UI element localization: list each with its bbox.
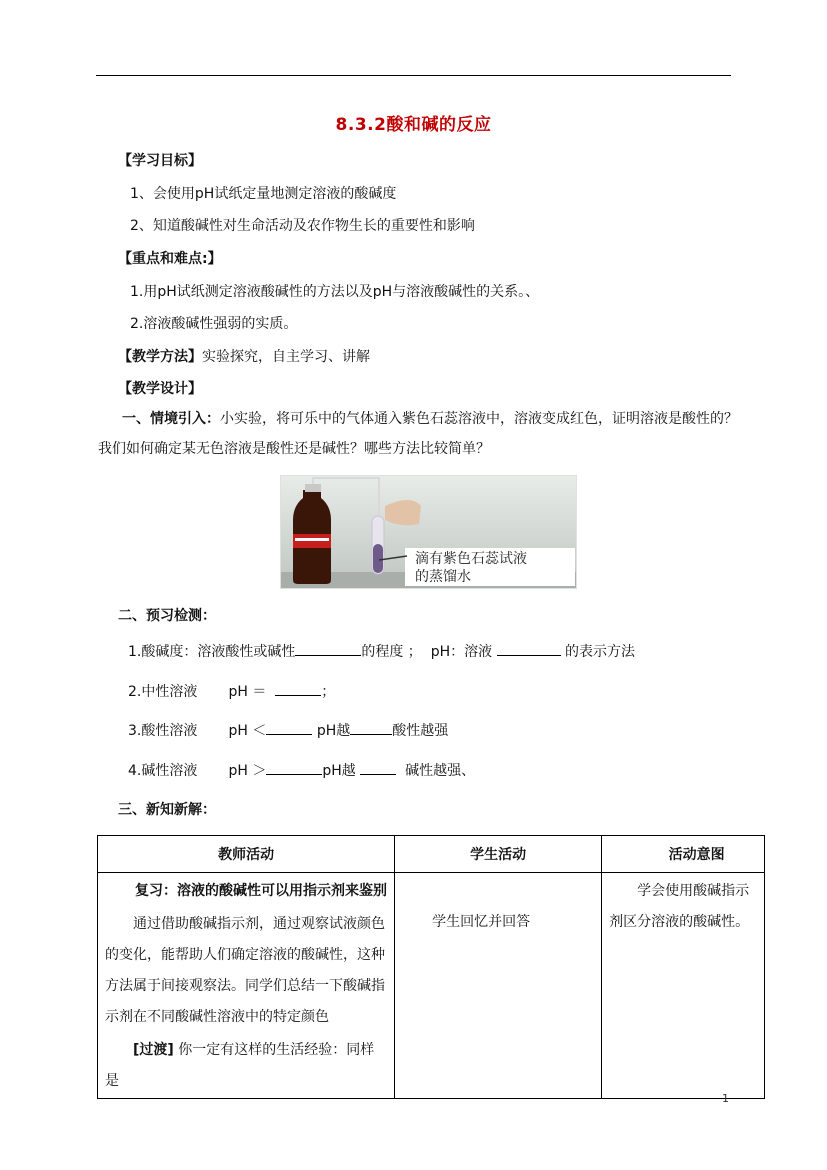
preview-q4 <box>128 760 475 780</box>
method-text: 实验探究，自主学习、讲解 <box>202 349 370 365</box>
teacher-cell <box>98 873 395 1099</box>
experiment-illustration <box>281 476 576 588</box>
keypoint-item-1: 1.用pH试纸测定溶液酸碱性的方法以及pH与溶液酸碱性的关系。、 <box>130 284 540 300</box>
q4-text-d: 碱性越强、 <box>405 763 476 779</box>
teacher-transition <box>99 1033 393 1097</box>
page-number: 1 <box>722 1092 729 1105</box>
keypoint-item-2: 2.溶液酸碱性强弱的实质。 <box>130 316 298 332</box>
q4-text-a: 4.碱性溶液 <box>128 763 198 779</box>
q3-blank-2[interactable] <box>350 720 392 735</box>
q4-blank-2[interactable] <box>360 760 396 775</box>
q2-text-c: ； <box>321 684 336 700</box>
table-row <box>98 873 765 1099</box>
page-title: 8.3.2酸和碱的反应 <box>335 115 492 135</box>
keypoints-heading: 【重点和难点:】 <box>118 251 222 267</box>
q3-text-c: pH越 <box>316 723 351 739</box>
teacher-text: 通过借助酸碱指示剂，通过观察试液颜色的变化，能帮助人们确定溶液的酸碱性，这种方法属于间接观察法。同学们总结一下酸碱指示剂在不同酸碱性溶液中的特定颜色 <box>105 916 385 1025</box>
teacher-title: 复习：溶液的酸碱性可以用指示剂来鉴别 <box>135 883 387 899</box>
caption-line-1: 滴有紫色石蕊试液 <box>415 551 527 567</box>
q1-text-c: pH：溶液 <box>430 644 493 660</box>
q4-text-b: pH ＞ <box>228 763 267 779</box>
intro-label: 一、情境引入： <box>122 411 220 427</box>
q3-text-d: 酸性越强 <box>392 723 449 739</box>
table-header-row <box>98 836 765 873</box>
caption-line-2: 的蒸馏水 <box>415 569 471 585</box>
method-line <box>118 346 370 366</box>
q1-blank-2[interactable] <box>497 641 561 656</box>
newknow-heading: 三、新知新解： <box>118 802 216 818</box>
transition-text: 你一定有这样的生活经验：同样是 <box>105 1042 375 1089</box>
student-cell <box>395 873 602 1099</box>
objective-item-2: 2、知道酸碱性对生命活动及农作物生长的重要性和影响 <box>130 218 475 234</box>
objectives-heading: 【学习目标】 <box>118 153 202 169</box>
method-heading: 【教学方法】 <box>118 349 202 365</box>
q1-blank-1[interactable] <box>295 641 361 656</box>
intro-paragraph <box>98 404 738 464</box>
preview-q3 <box>128 720 448 740</box>
preview-q1 <box>128 641 635 661</box>
intro-text: 小实验，将可乐中的气体通入紫色石蕊溶液中，溶液变成红色，证明溶液是酸性的？我们如何确定某无色溶液是酸性还是碱性？哪些方法比较简单？ <box>98 411 738 457</box>
q4-text-c: pH越 <box>322 763 356 779</box>
preview-heading: 二、预习检测： <box>118 608 216 624</box>
q1-text-d: 的表示方法 <box>565 644 636 660</box>
activity-table <box>97 835 765 1099</box>
design-heading: 【教学设计】 <box>118 381 202 397</box>
header-rule <box>96 75 731 76</box>
q1-text-a: 1.酸碱度：溶液酸性或碱性 <box>128 644 296 660</box>
q2-text-a: 2.中性溶液 <box>128 684 198 700</box>
q1-text-b: 的程度 ； <box>361 644 422 660</box>
student-text: 学生回忆并回答 <box>432 914 531 930</box>
q3-blank-1[interactable] <box>266 720 312 735</box>
header-intent: 活动意图 <box>602 836 765 873</box>
q4-blank-1[interactable] <box>266 760 322 775</box>
q2-text-b: pH ＝ <box>228 684 267 700</box>
header-teacher: 教师活动 <box>98 836 395 873</box>
intent-cell <box>602 873 765 1099</box>
q2-blank[interactable] <box>275 681 321 696</box>
transition-label: [过渡] <box>133 1042 174 1058</box>
q3-text-b: pH ＜ <box>228 723 267 739</box>
preview-q2 <box>128 681 335 701</box>
objective-item-1: 1、会使用pH试纸定量地测定溶液的酸碱度 <box>130 186 397 202</box>
experiment-photo <box>280 475 577 589</box>
q3-text-a: 3.酸性溶液 <box>128 723 198 739</box>
header-student: 学生活动 <box>395 836 602 873</box>
intent-text: 学会使用酸碱指示剂区分溶液的酸碱性。 <box>609 883 750 930</box>
